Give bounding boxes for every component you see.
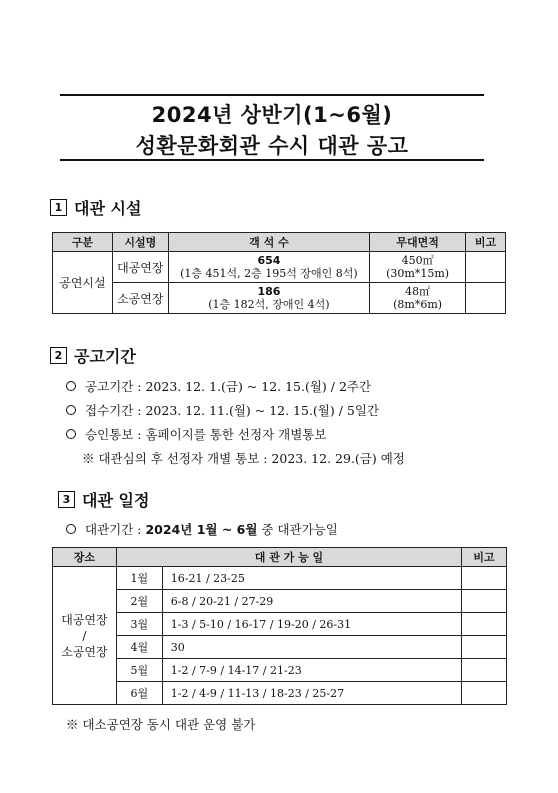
table-row <box>53 252 506 283</box>
circle-bullet-icon <box>66 524 76 534</box>
facility-col-category: 구분 <box>53 233 113 252</box>
circle-bullet-icon <box>66 429 76 439</box>
venue-small: 소공연장 <box>61 644 108 659</box>
bullet-item <box>66 377 371 395</box>
page-title-line1: 2024년 상반기(1~6월) <box>151 103 393 127</box>
table-row <box>53 567 507 590</box>
section1-number: 1 <box>50 199 67 216</box>
page-title-line2: 성환문화회관 수시 대관 공고 <box>135 134 409 158</box>
month-note <box>462 636 507 659</box>
application-period: 접수기간 : 2023. 12. 11.(월) ~ 12. 15.(월) / 5일간 <box>85 403 380 418</box>
month-label: 6월 <box>116 682 162 705</box>
facility-seats: 654 <box>257 254 281 267</box>
schedule-col-note: 비고 <box>462 548 507 567</box>
month-dates: 1-2 / 7-9 / 14-17 / 21-23 <box>162 659 461 682</box>
section3-number: 3 <box>58 491 75 508</box>
facility-seats-detail: (1층 182석, 장애인 4석) <box>208 298 330 311</box>
facility-area-cell <box>370 252 466 283</box>
section2-number: 2 <box>50 347 67 364</box>
table-row <box>53 636 507 659</box>
facility-col-note: 비고 <box>466 233 506 252</box>
schedule-venue <box>53 567 117 705</box>
month-dates: 30 <box>162 636 461 659</box>
section2-title: 공고기간 <box>74 347 136 366</box>
schedule-table-header <box>53 548 507 567</box>
facility-col-area: 무대면적 <box>370 233 466 252</box>
table-row <box>53 659 507 682</box>
bullet-item <box>66 425 326 443</box>
facility-seats-detail: (1층 451석, 2층 195석 장애인 8석) <box>180 267 358 280</box>
title-top-rule <box>60 94 484 96</box>
month-label: 2월 <box>116 590 162 613</box>
approval-notice: 승인통보 : 홈페이지를 통한 선정자 개별통보 <box>85 427 327 442</box>
month-label: 5월 <box>116 659 162 682</box>
facility-name: 대공연장 <box>112 252 168 283</box>
facility-name: 소공연장 <box>112 283 168 314</box>
facility-area: 450㎡ <box>401 254 434 267</box>
section1-heading <box>50 196 141 219</box>
table-row <box>53 283 506 314</box>
facility-area-detail: (30m*15m) <box>386 267 450 280</box>
rental-period-intro <box>66 520 338 538</box>
facility-area-detail: (8m*6m) <box>393 298 443 311</box>
section1-title: 대관 시설 <box>74 199 142 218</box>
venue-large: 대공연장 <box>61 612 108 627</box>
facility-table <box>52 232 506 314</box>
selection-note: ※ 대관심의 후 선정자 개별 통보 : 2023. 12. 29.(금) 예정 <box>82 451 405 466</box>
schedule-table <box>52 547 507 705</box>
joint-rental-footnote: ※ 대소공연장 동시 대관 운영 불가 <box>66 717 256 732</box>
facility-col-name: 시설명 <box>112 233 168 252</box>
table-row <box>53 590 507 613</box>
month-note <box>462 613 507 636</box>
rental-period-range: 2024년 1월 ~ 6월 <box>145 522 258 537</box>
notice-period: 공고기간 : 2023. 12. 1.(금) ~ 12. 15.(월) / 2주간 <box>85 379 372 394</box>
circle-bullet-icon <box>66 381 76 391</box>
facility-col-seats: 객 석 수 <box>168 233 369 252</box>
month-dates: 6-8 / 20-21 / 27-29 <box>162 590 461 613</box>
month-dates: 1-3 / 5-10 / 16-17 / 19-20 / 26-31 <box>162 613 461 636</box>
title-bottom-rule <box>60 159 484 161</box>
table-row <box>53 682 507 705</box>
rental-period-suffix: 중 대관가능일 <box>261 522 338 537</box>
facility-seats-cell <box>168 252 369 283</box>
facility-note <box>466 252 506 283</box>
month-label: 1월 <box>116 567 162 590</box>
table-row <box>53 613 507 636</box>
facility-table-header <box>53 233 506 252</box>
circle-bullet-icon <box>66 405 76 415</box>
facility-category: 공연시설 <box>53 252 113 314</box>
month-label: 3월 <box>116 613 162 636</box>
schedule-col-dates: 대 관 가 능 일 <box>116 548 461 567</box>
section2-heading <box>50 344 136 367</box>
facility-area-cell <box>370 283 466 314</box>
month-note <box>462 590 507 613</box>
schedule-col-venue: 장소 <box>53 548 117 567</box>
month-label: 4월 <box>116 636 162 659</box>
month-note <box>462 659 507 682</box>
facility-seats-cell <box>168 283 369 314</box>
month-note <box>462 682 507 705</box>
month-dates: 1-2 / 4-9 / 11-13 / 18-23 / 25-27 <box>162 682 461 705</box>
facility-area: 48㎡ <box>405 285 431 298</box>
month-dates: 16-21 / 23-25 <box>162 567 461 590</box>
bullet-item <box>66 401 379 419</box>
month-note <box>462 567 507 590</box>
section3-heading <box>58 488 149 511</box>
facility-note <box>466 283 506 314</box>
facility-seats: 186 <box>257 285 281 298</box>
venue-separator: / <box>82 628 87 643</box>
rental-period-prefix: 대관기간 : <box>85 522 142 537</box>
section3-title: 대관 일정 <box>82 491 150 510</box>
